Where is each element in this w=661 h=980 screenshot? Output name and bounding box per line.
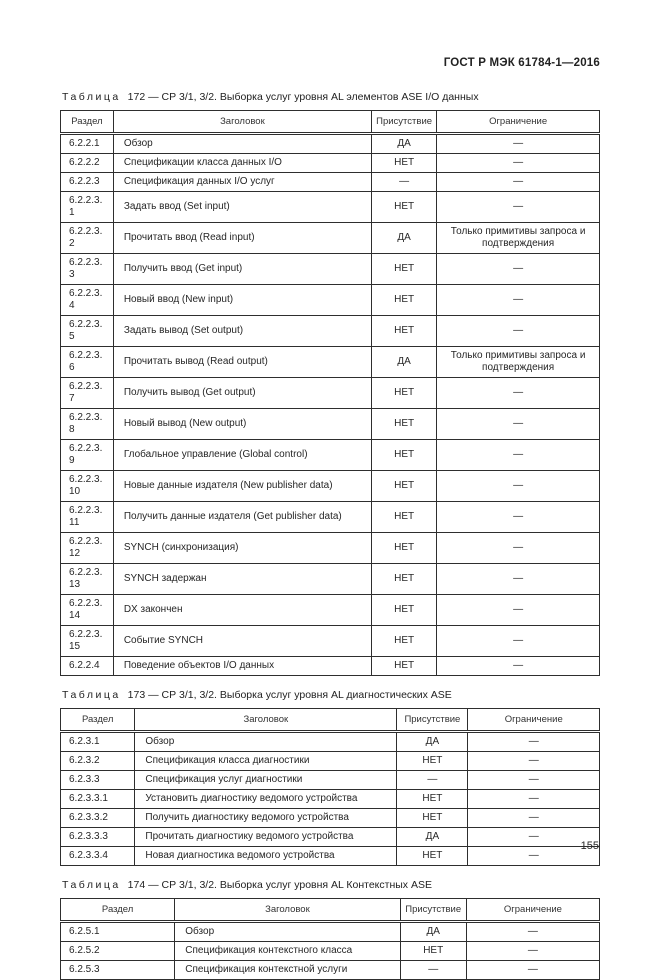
- title-cell: Спецификация контекстного класса: [175, 942, 400, 961]
- title-cell: Спецификация данных I/O услуг: [113, 173, 371, 192]
- constraint-cell: —: [437, 173, 600, 192]
- table-row: [61, 347, 600, 378]
- section-cell: 6.2.2.3.11: [61, 502, 114, 533]
- section-cell: 6.2.3.3.3: [61, 828, 135, 847]
- constraint-cell: —: [437, 409, 600, 440]
- table-row: [61, 223, 600, 254]
- table-row: [61, 316, 600, 347]
- page-number: 155: [580, 840, 599, 852]
- section-cell: 6.2.5.2: [61, 942, 175, 961]
- constraint-cell: —: [437, 533, 600, 564]
- table-row: [61, 378, 600, 409]
- constraint-cell: —: [437, 316, 600, 347]
- title-cell: Обзор: [135, 732, 397, 752]
- column-header: Раздел: [61, 111, 114, 134]
- title-cell: Новый ввод (New input): [113, 285, 371, 316]
- section-cell: 6.2.2.3.3: [61, 254, 114, 285]
- presence-cell: НЕТ: [397, 809, 468, 828]
- column-header: Присутствие: [400, 899, 466, 922]
- section-cell: 6.2.5.3: [61, 961, 175, 980]
- section-cell: 6.2.2.3.10: [61, 471, 114, 502]
- section-cell: 6.2.2.3.6: [61, 347, 114, 378]
- caption-text: 172 — СР 3/1, 3/2. Выборка услуг уровня AL элементов ASE I/O данных: [127, 91, 479, 103]
- section-cell: 6.2.2.3.14: [61, 595, 114, 626]
- title-cell: Прочитать диагностику ведомого устройства: [135, 828, 397, 847]
- title-cell: Прочитать вывод (Read output): [113, 347, 371, 378]
- constraint-cell: —: [437, 657, 600, 676]
- section-cell: 6.2.2.3.1: [61, 192, 114, 223]
- presence-cell: НЕТ: [371, 285, 436, 316]
- presence-cell: НЕТ: [371, 626, 436, 657]
- section-cell: 6.2.3.3.1: [61, 790, 135, 809]
- table-row: [61, 134, 600, 154]
- title-cell: Новые данные издателя (New publisher data): [113, 471, 371, 502]
- section-cell: 6.2.2.3.13: [61, 564, 114, 595]
- presence-cell: НЕТ: [397, 752, 468, 771]
- title-cell: Новый вывод (New output): [113, 409, 371, 440]
- title-cell: Поведение объектов I/O данных: [113, 657, 371, 676]
- column-header: Присутствие: [371, 111, 436, 134]
- section-cell: 6.2.2.3.5: [61, 316, 114, 347]
- table-row: [61, 942, 600, 961]
- presence-cell: НЕТ: [371, 440, 436, 471]
- presence-cell: —: [400, 961, 466, 980]
- constraint-cell: —: [468, 771, 600, 790]
- table-row: [61, 790, 600, 809]
- presence-cell: —: [397, 771, 468, 790]
- constraint-cell: —: [437, 378, 600, 409]
- presence-cell: НЕТ: [371, 657, 436, 676]
- presence-cell: НЕТ: [400, 942, 466, 961]
- section-cell: 6.2.5.1: [61, 922, 175, 942]
- table-row: [61, 752, 600, 771]
- constraint-cell: —: [468, 828, 600, 847]
- constraint-cell: —: [437, 254, 600, 285]
- constraint-cell: —: [437, 502, 600, 533]
- constraint-cell: Только примитивы запроса и подтверждения: [437, 347, 600, 378]
- title-cell: Установить диагностику ведомого устройства: [135, 790, 397, 809]
- table-caption: [62, 689, 600, 701]
- constraint-cell: —: [466, 942, 599, 961]
- presence-cell: НЕТ: [397, 847, 468, 866]
- section-cell: 6.2.2.3.9: [61, 440, 114, 471]
- caption-label: Таблица: [62, 91, 121, 103]
- table-row: [61, 771, 600, 790]
- table-header-row: [61, 899, 600, 922]
- section-cell: 6.2.2.4: [61, 657, 114, 676]
- title-cell: Новая диагностика ведомого устройства: [135, 847, 397, 866]
- table-caption: [62, 879, 600, 891]
- section-cell: 6.2.3.3: [61, 771, 135, 790]
- section-cell: 6.2.2.3.15: [61, 626, 114, 657]
- table-row: [61, 595, 600, 626]
- presence-cell: НЕТ: [371, 378, 436, 409]
- caption-text: 174 — СР 3/1, 3/2. Выборка услуг уровня AL Контекстных ASE: [127, 879, 432, 891]
- table-row: [61, 922, 600, 942]
- caption-label: Таблица: [62, 879, 121, 891]
- constraint-cell: —: [468, 790, 600, 809]
- table-row: [61, 809, 600, 828]
- table-row: [61, 154, 600, 173]
- table-row: [61, 961, 600, 980]
- presence-cell: НЕТ: [371, 502, 436, 533]
- table-row: [61, 533, 600, 564]
- column-header: Заголовок: [135, 709, 397, 732]
- title-cell: Задать вывод (Set output): [113, 316, 371, 347]
- title-cell: Спецификация класса диагностики: [135, 752, 397, 771]
- table-174: [60, 898, 600, 980]
- title-cell: Получить данные издателя (Get publisher data): [113, 502, 371, 533]
- section-cell: 6.2.2.3: [61, 173, 114, 192]
- constraint-cell: Только примитивы запроса и подтверждения: [437, 223, 600, 254]
- table-172-section: [60, 91, 600, 676]
- section-cell: 6.2.3.3.2: [61, 809, 135, 828]
- table-row: [61, 254, 600, 285]
- constraint-cell: —: [468, 732, 600, 752]
- constraint-cell: —: [437, 440, 600, 471]
- title-cell: Получить вывод (Get output): [113, 378, 371, 409]
- constraint-cell: —: [437, 134, 600, 154]
- constraint-cell: —: [437, 564, 600, 595]
- presence-cell: НЕТ: [371, 595, 436, 626]
- title-cell: Спецификация контекстной услуги: [175, 961, 400, 980]
- table-row: [61, 626, 600, 657]
- constraint-cell: —: [437, 192, 600, 223]
- title-cell: Прочитать ввод (Read input): [113, 223, 371, 254]
- constraint-cell: —: [437, 154, 600, 173]
- presence-cell: ДА: [397, 828, 468, 847]
- table-header-row: [61, 111, 600, 134]
- constraint-cell: —: [468, 752, 600, 771]
- table-row: [61, 847, 600, 866]
- title-cell: SYNCH задержан: [113, 564, 371, 595]
- column-header: Заголовок: [113, 111, 371, 134]
- constraint-cell: —: [437, 285, 600, 316]
- title-cell: Спецификации класса данных I/O: [113, 154, 371, 173]
- table-row: [61, 173, 600, 192]
- presence-cell: НЕТ: [371, 154, 436, 173]
- title-cell: Обзор: [113, 134, 371, 154]
- presence-cell: ДА: [371, 223, 436, 254]
- presence-cell: НЕТ: [371, 471, 436, 502]
- presence-cell: ДА: [397, 732, 468, 752]
- title-cell: Получить ввод (Get input): [113, 254, 371, 285]
- column-header: Ограничение: [468, 709, 600, 732]
- presence-cell: НЕТ: [371, 564, 436, 595]
- title-cell: SYNCH (синхронизация): [113, 533, 371, 564]
- section-cell: 6.2.2.3.8: [61, 409, 114, 440]
- table-row: [61, 657, 600, 676]
- presence-cell: ДА: [400, 922, 466, 942]
- section-cell: 6.2.3.2: [61, 752, 135, 771]
- table-173: [60, 708, 600, 866]
- column-header: Заголовок: [175, 899, 400, 922]
- title-cell: Событие SYNCH: [113, 626, 371, 657]
- section-cell: 6.2.2.3.12: [61, 533, 114, 564]
- constraint-cell: —: [437, 626, 600, 657]
- presence-cell: ДА: [371, 347, 436, 378]
- presence-cell: ДА: [371, 134, 436, 154]
- table-caption: [62, 91, 600, 103]
- column-header: Ограничение: [437, 111, 600, 134]
- table-header-row: [61, 709, 600, 732]
- section-cell: 6.2.2.3.7: [61, 378, 114, 409]
- table-row: [61, 828, 600, 847]
- constraint-cell: —: [437, 595, 600, 626]
- table-173-section: [60, 689, 600, 866]
- table-172: [60, 110, 600, 676]
- presence-cell: НЕТ: [371, 254, 436, 285]
- title-cell: Задать ввод (Set input): [113, 192, 371, 223]
- section-cell: 6.2.2.3.4: [61, 285, 114, 316]
- presence-cell: —: [371, 173, 436, 192]
- table-row: [61, 192, 600, 223]
- section-cell: 6.2.2.2: [61, 154, 114, 173]
- caption-label: Таблица: [62, 689, 121, 701]
- presence-cell: НЕТ: [371, 192, 436, 223]
- column-header: Раздел: [61, 899, 175, 922]
- constraint-cell: —: [468, 847, 600, 866]
- constraint-cell: —: [466, 922, 599, 942]
- table-row: [61, 471, 600, 502]
- title-cell: DX закончен: [113, 595, 371, 626]
- document-header: ГОСТ Р МЭК 61784-1—2016: [443, 57, 600, 69]
- table-row: [61, 440, 600, 471]
- section-cell: 6.2.2.1: [61, 134, 114, 154]
- constraint-cell: —: [466, 961, 599, 980]
- column-header: Раздел: [61, 709, 135, 732]
- section-cell: 6.2.3.1: [61, 732, 135, 752]
- table-row: [61, 285, 600, 316]
- section-cell: 6.2.2.3.2: [61, 223, 114, 254]
- column-header: Присутствие: [397, 709, 468, 732]
- column-header: Ограничение: [466, 899, 599, 922]
- title-cell: Получить диагностику ведомого устройства: [135, 809, 397, 828]
- presence-cell: НЕТ: [371, 533, 436, 564]
- caption-text: 173 — СР 3/1, 3/2. Выборка услуг уровня AL диагностических ASE: [127, 689, 452, 701]
- table-row: [61, 732, 600, 752]
- table-row: [61, 564, 600, 595]
- constraint-cell: —: [437, 471, 600, 502]
- title-cell: Спецификация услуг диагностики: [135, 771, 397, 790]
- title-cell: Глобальное управление (Global control): [113, 440, 371, 471]
- presence-cell: НЕТ: [397, 790, 468, 809]
- presence-cell: НЕТ: [371, 316, 436, 347]
- constraint-cell: —: [468, 809, 600, 828]
- presence-cell: НЕТ: [371, 409, 436, 440]
- title-cell: Обзор: [175, 922, 400, 942]
- section-cell: 6.2.3.3.4: [61, 847, 135, 866]
- table-row: [61, 502, 600, 533]
- table-174-section: [60, 879, 600, 980]
- table-row: [61, 409, 600, 440]
